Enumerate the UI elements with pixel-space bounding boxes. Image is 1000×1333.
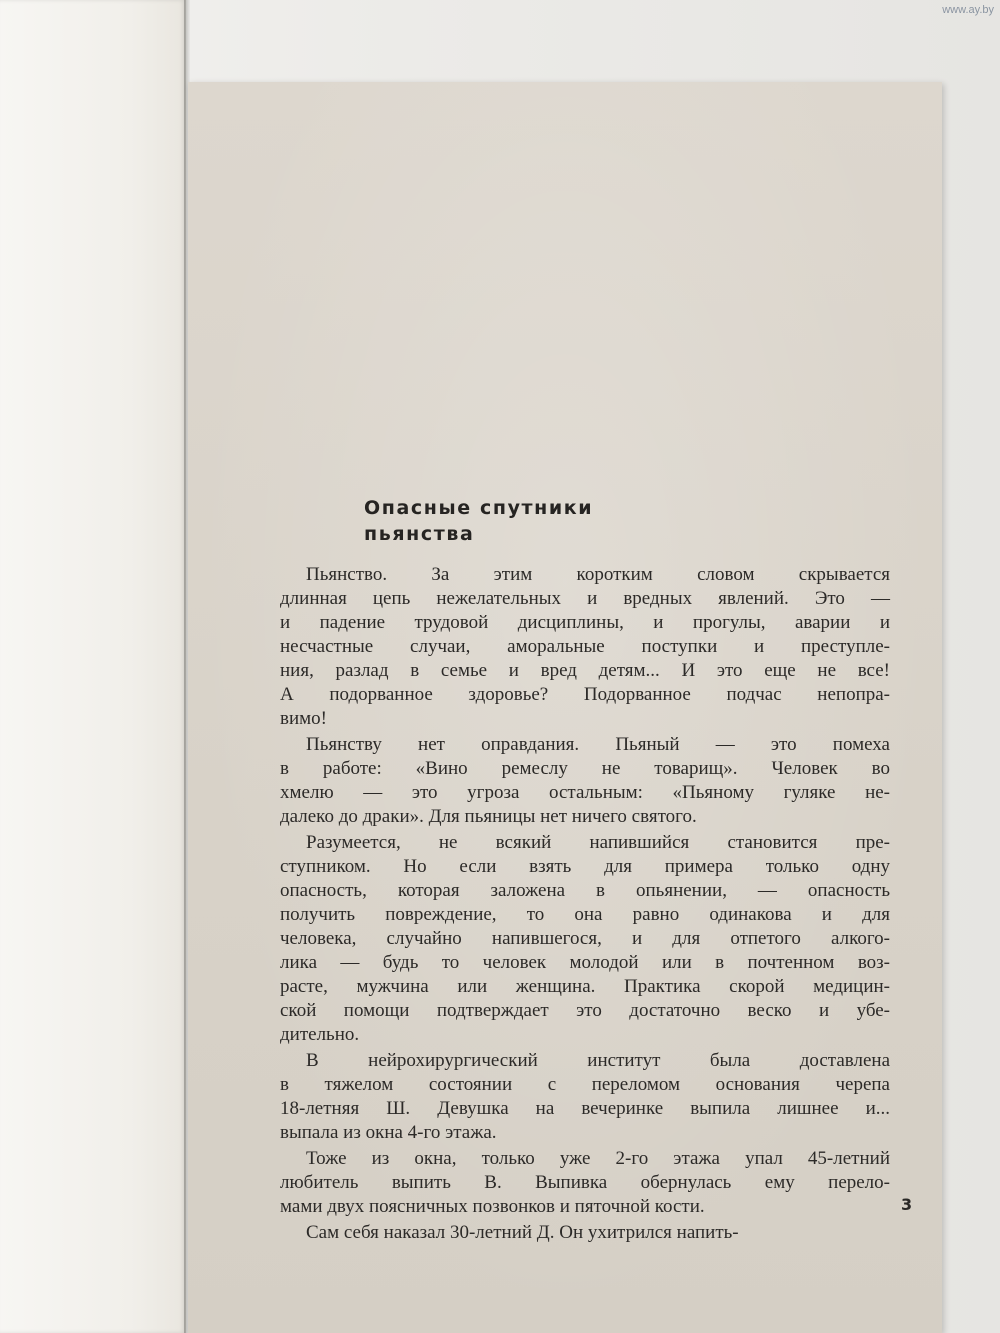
text-line: расте, мужчина или женщина. Практика скорой медицин- bbox=[280, 976, 890, 997]
text-line: 18-летняя Ш. Девушка на вечеринке выпила лишнее и... bbox=[280, 1098, 890, 1119]
text-line: Разумеется, не всякий напившийся становится пре- bbox=[306, 832, 890, 853]
text-line: человека, случайно напившегося, и для отпетого алкого- bbox=[280, 928, 890, 949]
paragraph bbox=[280, 733, 890, 829]
watermark: www.ay.by bbox=[942, 4, 994, 16]
page-content bbox=[280, 495, 890, 1247]
text-line: несчастные случаи, аморальные поступки и преступле- bbox=[280, 636, 890, 657]
text-line: и падение трудовой дисциплины, и прогулы, аварии и bbox=[280, 612, 890, 633]
text-line: А подорванное здоровье? Подорванное подчас непопра- bbox=[280, 684, 890, 705]
text-line: дительно. bbox=[280, 1024, 360, 1045]
text-line: Тоже из окна, только уже 2-го этажа упал 45-летний bbox=[306, 1148, 890, 1169]
paragraph bbox=[280, 1049, 890, 1145]
paragraph bbox=[280, 563, 890, 731]
text-line: Пьянству нет оправдания. Пьяный — это помеха bbox=[306, 734, 890, 755]
text-line: В нейрохирургический институт была доставлена bbox=[306, 1050, 890, 1071]
body-text bbox=[280, 563, 890, 1245]
text-line: вимо! bbox=[280, 708, 327, 729]
paragraph bbox=[280, 831, 890, 1047]
text-line: ния, разлад в семье и вред детям... И это еще не все! bbox=[280, 660, 890, 681]
text-line: Пьянство. За этим коротким словом скрывается bbox=[306, 564, 890, 585]
text-line: ступником. Но если взять для примера только одну bbox=[280, 856, 890, 877]
text-line: в работе: «Вино ремеслу не товарищ». Человек во bbox=[280, 758, 890, 779]
left-page-edge bbox=[0, 0, 186, 1333]
text-line: получить повреждение, то она равно одинакова и для bbox=[280, 904, 890, 925]
text-line: Сам себя наказал 30-летний Д. Он ухитрился напить- bbox=[306, 1222, 739, 1243]
chapter-title-line: Опасные спутники bbox=[364, 497, 594, 519]
page-number: 3 bbox=[901, 1195, 913, 1214]
text-line: выпала из окна 4-го этажа. bbox=[280, 1122, 497, 1143]
chapter-title-line: пьянства bbox=[364, 523, 475, 545]
text-line: любитель выпить В. Выпивка обернулась ему перело- bbox=[280, 1172, 890, 1193]
paragraph bbox=[280, 1221, 890, 1245]
text-line: опасность, которая заложена в опьянении, — опасность bbox=[280, 880, 890, 901]
text-line: лика — будь то человек молодой или в почтенном воз- bbox=[280, 952, 890, 973]
paragraph bbox=[280, 1147, 890, 1219]
text-line: далеко до драки». Для пьяницы нет ничего святого. bbox=[280, 806, 697, 827]
text-line: мами двух поясничных позвонков и пяточной кости. bbox=[280, 1196, 705, 1217]
text-line: хмелю — это угроза остальным: «Пьяному гуляке не- bbox=[280, 782, 890, 803]
text-line: ской помощи подтверждает это достаточно веско и убе- bbox=[280, 1000, 890, 1021]
chapter-title bbox=[364, 495, 890, 547]
text-line: длинная цепь нежелательных и вредных явлений. Это — bbox=[280, 588, 890, 609]
text-line: в тяжелом состоянии с переломом основания черепа bbox=[280, 1074, 890, 1095]
